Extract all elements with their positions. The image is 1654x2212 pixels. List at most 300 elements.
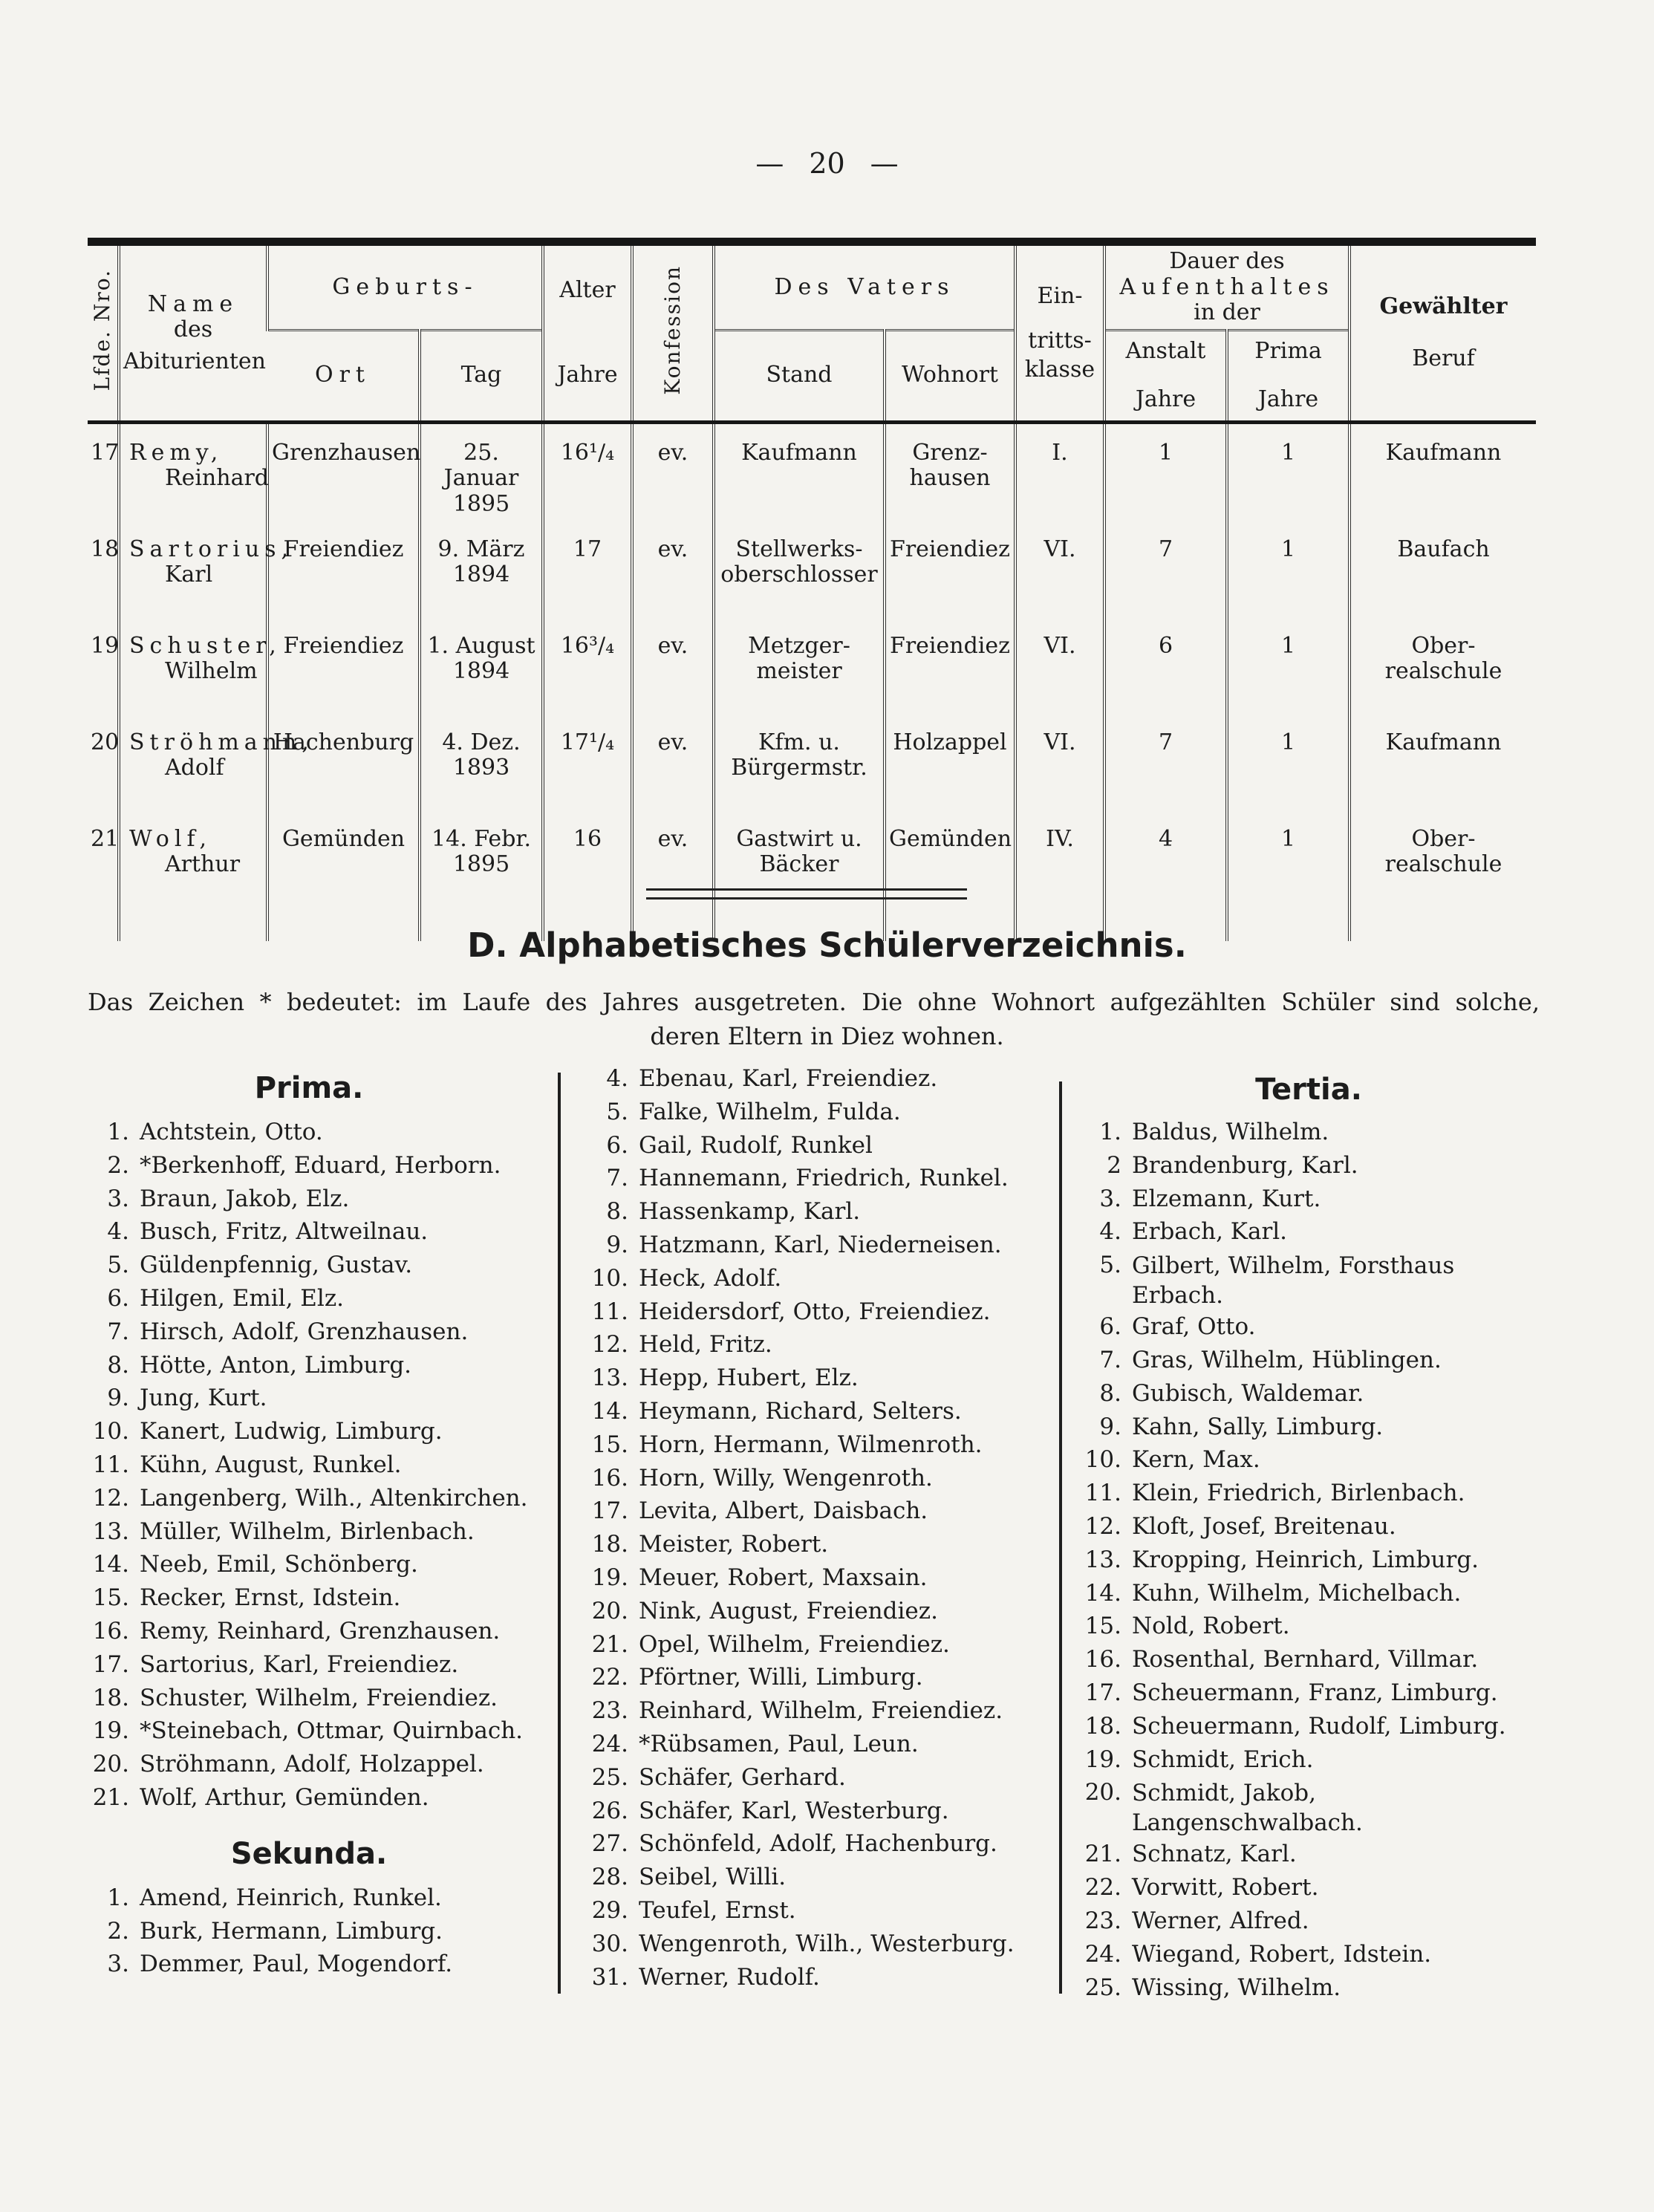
row-tag <box>420 810 543 941</box>
list-item-text: Busch, Fritz, Altweilnau. <box>140 1218 429 1246</box>
list-item-text: Schönfeld, Adolf, Hachenburg. <box>639 1830 997 1858</box>
list-item-number: 3. <box>107 1185 129 1212</box>
list-item-text: Kahn, Sally, Limburg. <box>1132 1413 1384 1440</box>
list-item <box>79 1615 539 1648</box>
list-item <box>578 1661 1023 1694</box>
row-wohnort <box>885 521 1015 617</box>
row-alter: 17 <box>543 521 632 617</box>
row-wohnort-l2: hausen <box>909 465 991 491</box>
row-stand-l2: Bürgermstr. <box>731 755 867 781</box>
row-tag-year: 1894 <box>452 562 510 588</box>
list-item <box>79 1515 539 1549</box>
list-item <box>79 1714 539 1748</box>
list-item-text: Pförtner, Willi, Limburg. <box>639 1664 923 1691</box>
list-item <box>578 1728 1023 1761</box>
list-item-text: Erbach, Karl. <box>1132 1218 1288 1246</box>
row-tag-year: 1895 <box>452 490 510 517</box>
row-tag-year: 1893 <box>452 755 510 781</box>
list-item <box>1071 1577 1546 1610</box>
list-item-number: 11. <box>591 1298 628 1325</box>
list-item-text: Kloft, Josef, Breitenau. <box>1132 1512 1396 1540</box>
list-item <box>1071 1116 1546 1149</box>
row-wohnort-l1: Holzappel <box>893 729 1007 755</box>
list-item <box>79 1249 539 1282</box>
abiturienten-table <box>88 238 1536 941</box>
row-beruf-l1: Ober- <box>1411 632 1476 659</box>
header-prima: Prima Jahre <box>1227 330 1349 420</box>
list-item <box>79 1548 539 1581</box>
list-item-number: 19. <box>92 1717 129 1745</box>
tertia-list <box>1071 1116 1546 2004</box>
list-item <box>578 1694 1023 1728</box>
list-item-number: 10. <box>1084 1446 1121 1474</box>
list-item-number: 11. <box>92 1451 129 1478</box>
list-item <box>578 1229 1023 1262</box>
list-item-number: 23. <box>591 1697 628 1725</box>
list-item-text: Meuer, Robert, Maxsain. <box>639 1564 928 1591</box>
list-item-text: Achtstein, Otto. <box>140 1119 323 1145</box>
header-geburts: Geburts- <box>267 246 543 330</box>
list-item <box>1071 1477 1546 1510</box>
section-note-line2: deren Eltern in Diez wohnen. <box>650 1022 1004 1050</box>
header-stand: Stand <box>714 330 885 420</box>
row-name <box>119 714 314 810</box>
list-item-text: Wissing, Wilhelm. <box>1132 1974 1341 2001</box>
row-beruf-l2: realschule <box>1384 658 1502 684</box>
row-eintrittsklasse: VI. <box>1015 714 1104 810</box>
list-item-number: 31. <box>591 1963 628 1991</box>
list-item-number: 4. <box>107 1218 129 1246</box>
list-item-text: Sartorius, Karl, Freiendiez. <box>140 1650 459 1678</box>
header-alter: Alter Jahre <box>543 246 632 420</box>
row-surname: Sartorius, <box>129 536 294 562</box>
list-item-text: Horn, Hermann, Wilmenroth. <box>639 1431 983 1458</box>
list-item-text: Werner, Rudolf. <box>639 1963 820 1991</box>
list-item-number: 2. <box>107 1151 129 1179</box>
header-name: Name des Abiturienten <box>119 246 267 420</box>
list-item <box>578 1761 1023 1795</box>
list-item-number: 21. <box>591 1630 628 1658</box>
list-item-text: Heymann, Richard, Selters. <box>639 1397 962 1425</box>
row-name <box>119 424 270 521</box>
row-prima-jahre: 1 <box>1227 810 1349 941</box>
list-item-text: Werner, Alfred. <box>1132 1907 1309 1934</box>
list-item-text: Gras, Wilhelm, Hüblingen. <box>1132 1346 1442 1373</box>
row-alter: 17¹/₄ <box>543 714 632 810</box>
header-beruf: Gewählter Beruf <box>1349 246 1536 420</box>
list-item <box>1071 1377 1546 1411</box>
list-item <box>1071 1149 1546 1183</box>
list-item-text: Kropping, Heinrich, Limburg. <box>1132 1546 1479 1573</box>
list-item-number: 8. <box>107 1351 129 1379</box>
table-header <box>88 246 1536 424</box>
table-top-rule <box>88 238 1536 246</box>
row-name <box>119 521 294 617</box>
list-item-number: 23. <box>1084 1907 1121 1934</box>
list-item-number: 2 <box>1107 1151 1121 1179</box>
row-tag-date: 1. August <box>427 632 535 659</box>
list-item-number: 15. <box>1084 1613 1121 1640</box>
row-nr: 19 <box>91 632 120 659</box>
row-tag <box>420 714 543 810</box>
list-item <box>79 1149 539 1183</box>
row-alter: 16 <box>543 810 632 941</box>
list-item-text: Ströhmann, Adolf, Holzappel. <box>140 1751 484 1778</box>
list-item <box>578 1062 1023 1096</box>
row-wohnort-l1: Freiendiez <box>890 536 1010 562</box>
column-prima-sekunda <box>79 1062 539 1981</box>
list-item <box>578 1295 1023 1329</box>
list-item <box>1071 1938 1546 1971</box>
list-item-number: 7. <box>606 1165 628 1192</box>
list-item <box>79 1648 539 1682</box>
list-item-number: 9. <box>107 1385 129 1412</box>
row-wohnort <box>885 810 1015 941</box>
row-firstname: Wilhelm <box>165 658 258 684</box>
row-surname: Schuster, <box>129 632 281 659</box>
list-item-number: 6. <box>1099 1313 1121 1341</box>
row-alter: 16³/₄ <box>543 617 632 714</box>
list-item <box>578 1827 1023 1861</box>
list-item-number: 5. <box>107 1252 129 1279</box>
list-item-text: Braun, Jakob, Elz. <box>140 1185 350 1212</box>
list-item-text: Hassenkamp, Karl. <box>639 1198 861 1226</box>
list-item <box>578 1195 1023 1229</box>
list-item <box>79 1581 539 1615</box>
list-item-number: 1. <box>107 1119 129 1145</box>
list-item-number: 22. <box>591 1664 628 1691</box>
table-body <box>88 424 1536 941</box>
list-item <box>79 1482 539 1515</box>
list-item-text: Hötte, Anton, Limburg. <box>140 1351 412 1379</box>
list-item-text: Seibel, Willi. <box>639 1864 787 1891</box>
list-item <box>79 1448 539 1482</box>
row-tag-year: 1894 <box>452 658 510 684</box>
list-item-number: 9. <box>606 1231 628 1258</box>
list-item <box>1071 1510 1546 1543</box>
list-item-text: Scheuermann, Rudolf, Limburg. <box>1132 1712 1506 1740</box>
header-dauer: Dauer des Aufenthaltes in der <box>1104 246 1349 330</box>
sekunda-heading: Sekunda. <box>230 1836 388 1871</box>
list-item-text: Wiegand, Robert, Idstein. <box>1132 1940 1432 1968</box>
row-eintrittsklasse: VI. <box>1015 521 1104 617</box>
row-anstalt-jahre: 6 <box>1104 617 1227 714</box>
row-alter: 16¹/₄ <box>543 424 632 521</box>
list-item-text: Schäfer, Gerhard. <box>639 1763 846 1791</box>
list-item-number: 19. <box>591 1564 628 1591</box>
row-firstname: Reinhard <box>165 465 270 491</box>
list-item-text: Ebenau, Karl, Freiendiez. <box>639 1065 938 1092</box>
list-item-text: Burk, Hermann, Limburg. <box>140 1917 443 1945</box>
list-item <box>578 1595 1023 1628</box>
list-item-text: Kern, Max. <box>1132 1446 1260 1474</box>
list-item-number: 4. <box>1099 1218 1121 1246</box>
list-item-text: Baldus, Wilhelm. <box>1132 1119 1329 1145</box>
row-stand <box>714 714 885 810</box>
row-wohnort <box>885 424 1015 521</box>
row-konfession: ev. <box>632 424 714 521</box>
list-item-number: 20. <box>92 1751 129 1778</box>
row-beruf-l1: Ober- <box>1411 825 1476 852</box>
list-item-number: 25. <box>591 1763 628 1791</box>
list-item-text: Amend, Heinrich, Runkel. <box>140 1884 442 1911</box>
row-wohnort <box>885 617 1015 714</box>
list-item-text: Schuster, Wilhelm, Freiendiez. <box>140 1684 498 1711</box>
row-ort: Freiendiez <box>267 617 420 714</box>
row-nr: 20 <box>91 729 120 755</box>
row-ort: Hachenburg <box>267 714 420 810</box>
row-konfession: ev. <box>632 810 714 941</box>
list-item-number: 12. <box>1084 1512 1121 1540</box>
row-ort: Gemünden <box>267 810 420 941</box>
list-item <box>1071 1411 1546 1444</box>
list-item-number: 3. <box>107 1951 129 1978</box>
column-rule-right <box>1059 1081 1062 1994</box>
prima-heading: Prima. <box>254 1071 364 1105</box>
section-divider <box>646 888 967 900</box>
list-item-text: Teufel, Ernst. <box>639 1896 796 1924</box>
list-item <box>578 1961 1023 1994</box>
row-stand-l1: Gastwirt u. <box>736 825 862 852</box>
row-prima-jahre: 1 <box>1227 617 1349 714</box>
list-item-text: Kühn, August, Runkel. <box>140 1451 402 1478</box>
list-item-text: Klein, Friedrich, Birlenbach. <box>1132 1480 1465 1507</box>
row-wohnort <box>885 714 1015 810</box>
list-item <box>1071 1971 1546 2005</box>
row-nr: 21 <box>91 825 120 852</box>
row-name <box>119 810 267 941</box>
list-item-number: 30. <box>591 1930 628 1957</box>
row-stand-l2: oberschlosser <box>720 562 878 588</box>
list-item-text: Hannemann, Friedrich, Runkel. <box>639 1165 1009 1192</box>
row-beruf <box>1349 424 1536 521</box>
row-name <box>119 617 281 714</box>
list-item <box>578 1462 1023 1495</box>
page-number <box>0 147 1654 180</box>
row-stand <box>714 521 885 617</box>
table-row <box>88 714 1536 810</box>
list-item-number: 6. <box>107 1284 129 1312</box>
list-item-text: Schnatz, Karl. <box>1132 1841 1297 1868</box>
row-konfession: ev. <box>632 714 714 810</box>
row-stand-l2: meister <box>756 658 842 684</box>
list-item <box>1071 1443 1546 1477</box>
list-item <box>79 1382 539 1415</box>
list-item-text: Wolf, Arthur, Gemünden. <box>140 1783 429 1811</box>
list-item-number: 13. <box>591 1364 628 1392</box>
list-item-number: 13. <box>92 1518 129 1545</box>
list-item <box>79 1315 539 1349</box>
row-beruf-l1: Baufach <box>1397 536 1490 562</box>
list-item-number: 12. <box>591 1331 628 1359</box>
list-item-text: Nold, Robert. <box>1132 1613 1290 1640</box>
list-item-number: 15. <box>591 1431 628 1458</box>
list-item-number: 18. <box>591 1531 628 1558</box>
list-item <box>578 1561 1023 1595</box>
list-item-number: 7. <box>1099 1346 1121 1373</box>
section-note-line1: Das Zeichen * bedeutet: im Laufe des Jahres ausgetreten. Die ohne Wohnort aufgezählten Schüler sind solche, <box>88 988 1540 1016</box>
list-item-text: *Rübsamen, Paul, Leun. <box>639 1730 919 1757</box>
list-item-number: 22. <box>1084 1874 1121 1902</box>
list-item-number: 15. <box>92 1584 129 1612</box>
row-surname: Ströhmann, <box>129 729 314 755</box>
list-item-number: 28. <box>591 1864 628 1891</box>
list-item-number: 25. <box>1084 1974 1121 2001</box>
list-item-number: 2. <box>107 1917 129 1945</box>
tertia-heading: Tertia. <box>1255 1073 1362 1107</box>
list-item-number: 8. <box>606 1198 628 1226</box>
list-item <box>578 1129 1023 1162</box>
row-beruf <box>1349 617 1536 714</box>
list-item-text: Schäfer, Karl, Westerburg. <box>639 1797 949 1824</box>
list-item <box>1071 1310 1546 1344</box>
list-item-text: Schmidt, Erich. <box>1132 1746 1314 1773</box>
list-item-number: 16. <box>92 1617 129 1645</box>
row-anstalt-jahre: 7 <box>1104 521 1227 617</box>
row-firstname: Adolf <box>165 755 224 781</box>
list-item-text: Kuhn, Wilhelm, Michelbach. <box>1132 1579 1462 1607</box>
list-item-text: Neeb, Emil, Schönberg. <box>140 1551 418 1578</box>
page-dash-right: — <box>870 147 899 180</box>
prima-list <box>79 1116 539 1815</box>
list-item <box>578 1162 1023 1195</box>
column-sekunda-continued <box>578 1062 1023 1994</box>
row-stand <box>714 617 885 714</box>
list-item <box>1071 1344 1546 1377</box>
list-item <box>79 1948 539 1981</box>
header-wohnort: Wohnort <box>885 330 1015 420</box>
list-item-text: Heidersdorf, Otto, Freiendiez. <box>639 1298 991 1325</box>
list-item-number: 17. <box>591 1497 628 1525</box>
page-dash-left: — <box>755 147 784 180</box>
row-stand <box>714 810 885 941</box>
list-item-number: 24. <box>1084 1940 1121 1968</box>
list-item <box>79 1349 539 1382</box>
list-item-text: Müller, Wilhelm, Birlenbach. <box>140 1518 475 1545</box>
list-item <box>578 1395 1023 1428</box>
row-nr: 18 <box>91 536 120 562</box>
header-ort: Ort <box>267 330 420 420</box>
section-title: D. Alphabetisches Schülerverzeichnis. <box>467 926 1187 965</box>
column-rule-left <box>558 1073 561 1994</box>
row-firstname: Karl <box>165 562 213 588</box>
row-beruf-l2: realschule <box>1384 851 1502 877</box>
list-item-number: 5. <box>606 1098 628 1125</box>
row-anstalt-jahre: 4 <box>1104 810 1227 941</box>
list-item-text: Gail, Rudolf, Runkel <box>639 1131 873 1159</box>
row-tag-date: 4. Dez. <box>442 729 521 755</box>
list-item-number: 13. <box>1084 1546 1121 1573</box>
list-item-number: 19. <box>1084 1746 1121 1773</box>
list-item-number: 18. <box>92 1684 129 1711</box>
list-item <box>578 1262 1023 1295</box>
list-item-text: *Steinebach, Ottmar, Quirnbach. <box>140 1717 524 1745</box>
list-item-number: 21. <box>92 1783 129 1811</box>
list-item <box>1071 1871 1546 1904</box>
list-item <box>79 1781 539 1815</box>
list-item-number: 11. <box>1084 1480 1121 1507</box>
list-item <box>1071 1215 1546 1249</box>
row-tag-year: 1895 <box>452 851 510 877</box>
list-item <box>1071 1676 1546 1710</box>
list-item-text: *Berkenhoff, Eduard, Herborn. <box>140 1151 501 1179</box>
row-tag-date: 25. Januar <box>443 439 519 491</box>
row-stand <box>714 424 885 521</box>
list-item <box>79 1915 539 1948</box>
row-ort: Freiendiez <box>267 521 420 617</box>
list-item-number: 20. <box>1084 1779 1121 1806</box>
list-item-number: 17. <box>92 1650 129 1678</box>
list-item-number: 10. <box>92 1418 129 1445</box>
row-eintrittsklasse: VI. <box>1015 617 1104 714</box>
list-item-text: Rosenthal, Bernhard, Villmar. <box>1132 1646 1479 1673</box>
list-item <box>1071 1183 1546 1216</box>
list-item <box>79 1682 539 1715</box>
row-beruf-l1: Kaufmann <box>1385 439 1502 466</box>
list-item <box>578 1362 1023 1395</box>
list-item <box>79 1215 539 1249</box>
list-item-number: 14. <box>591 1397 628 1425</box>
row-wohnort-l1: Grenz- <box>912 439 988 466</box>
row-tag-date: 9. März <box>437 536 525 562</box>
list-item-text: Gubisch, Waldemar. <box>1132 1379 1364 1407</box>
list-item-text: Recker, Ernst, Idstein. <box>140 1584 401 1612</box>
list-item-text: Brandenburg, Karl. <box>1132 1151 1358 1179</box>
list-item <box>79 1748 539 1781</box>
list-item-text: Graf, Otto. <box>1132 1313 1256 1341</box>
list-item <box>79 1282 539 1315</box>
list-item-text: Horn, Willy, Wengenroth. <box>639 1464 933 1492</box>
row-stand-l2: Bäcker <box>759 851 839 877</box>
list-item-number: 24. <box>591 1730 628 1757</box>
list-item <box>578 1494 1023 1528</box>
list-item-number: 26. <box>591 1797 628 1824</box>
list-item-number: 16. <box>1084 1646 1121 1673</box>
list-item <box>1071 1710 1546 1743</box>
row-anstalt-jahre: 1 <box>1104 424 1227 521</box>
header-nr: Lfde. Nro. <box>90 268 114 391</box>
list-item-text: Opel, Wilhelm, Freiendiez. <box>639 1630 950 1658</box>
list-item-text: Reinhard, Wilhelm, Freiendiez. <box>639 1697 1003 1725</box>
list-item <box>1071 1543 1546 1577</box>
list-item-text: Levita, Albert, Daisbach. <box>639 1497 928 1525</box>
list-item-text: Remy, Reinhard, Grenzhausen. <box>140 1617 501 1645</box>
list-item-text: Wengenroth, Wilh., Westerburg. <box>639 1930 1015 1957</box>
row-konfession: ev. <box>632 521 714 617</box>
list-item <box>79 1116 539 1149</box>
table-row <box>88 521 1536 617</box>
row-stand-l1: Kfm. u. <box>758 729 840 755</box>
list-item <box>1071 1838 1546 1871</box>
list-item-text: Güldenpfennig, Gustav. <box>140 1252 413 1279</box>
list-item <box>578 1928 1023 1961</box>
list-item-text: Kanert, Ludwig, Limburg. <box>140 1418 443 1445</box>
list-item <box>79 1183 539 1216</box>
row-beruf <box>1349 714 1536 810</box>
row-tag <box>420 521 543 617</box>
row-stand-l1: Metzger- <box>748 632 850 659</box>
row-nr: 17 <box>91 439 120 466</box>
list-item-text: Scheuermann, Franz, Limburg. <box>1132 1679 1498 1706</box>
list-item-number: 10. <box>591 1264 628 1292</box>
list-item-text: Demmer, Paul, Mogendorf. <box>140 1951 453 1978</box>
list-item-number: 12. <box>92 1484 129 1512</box>
list-item-number: 3. <box>1099 1185 1121 1212</box>
row-surname: Remy, <box>129 439 224 466</box>
list-item <box>1071 1743 1546 1777</box>
list-item <box>79 1881 539 1915</box>
table-row <box>88 424 1536 521</box>
